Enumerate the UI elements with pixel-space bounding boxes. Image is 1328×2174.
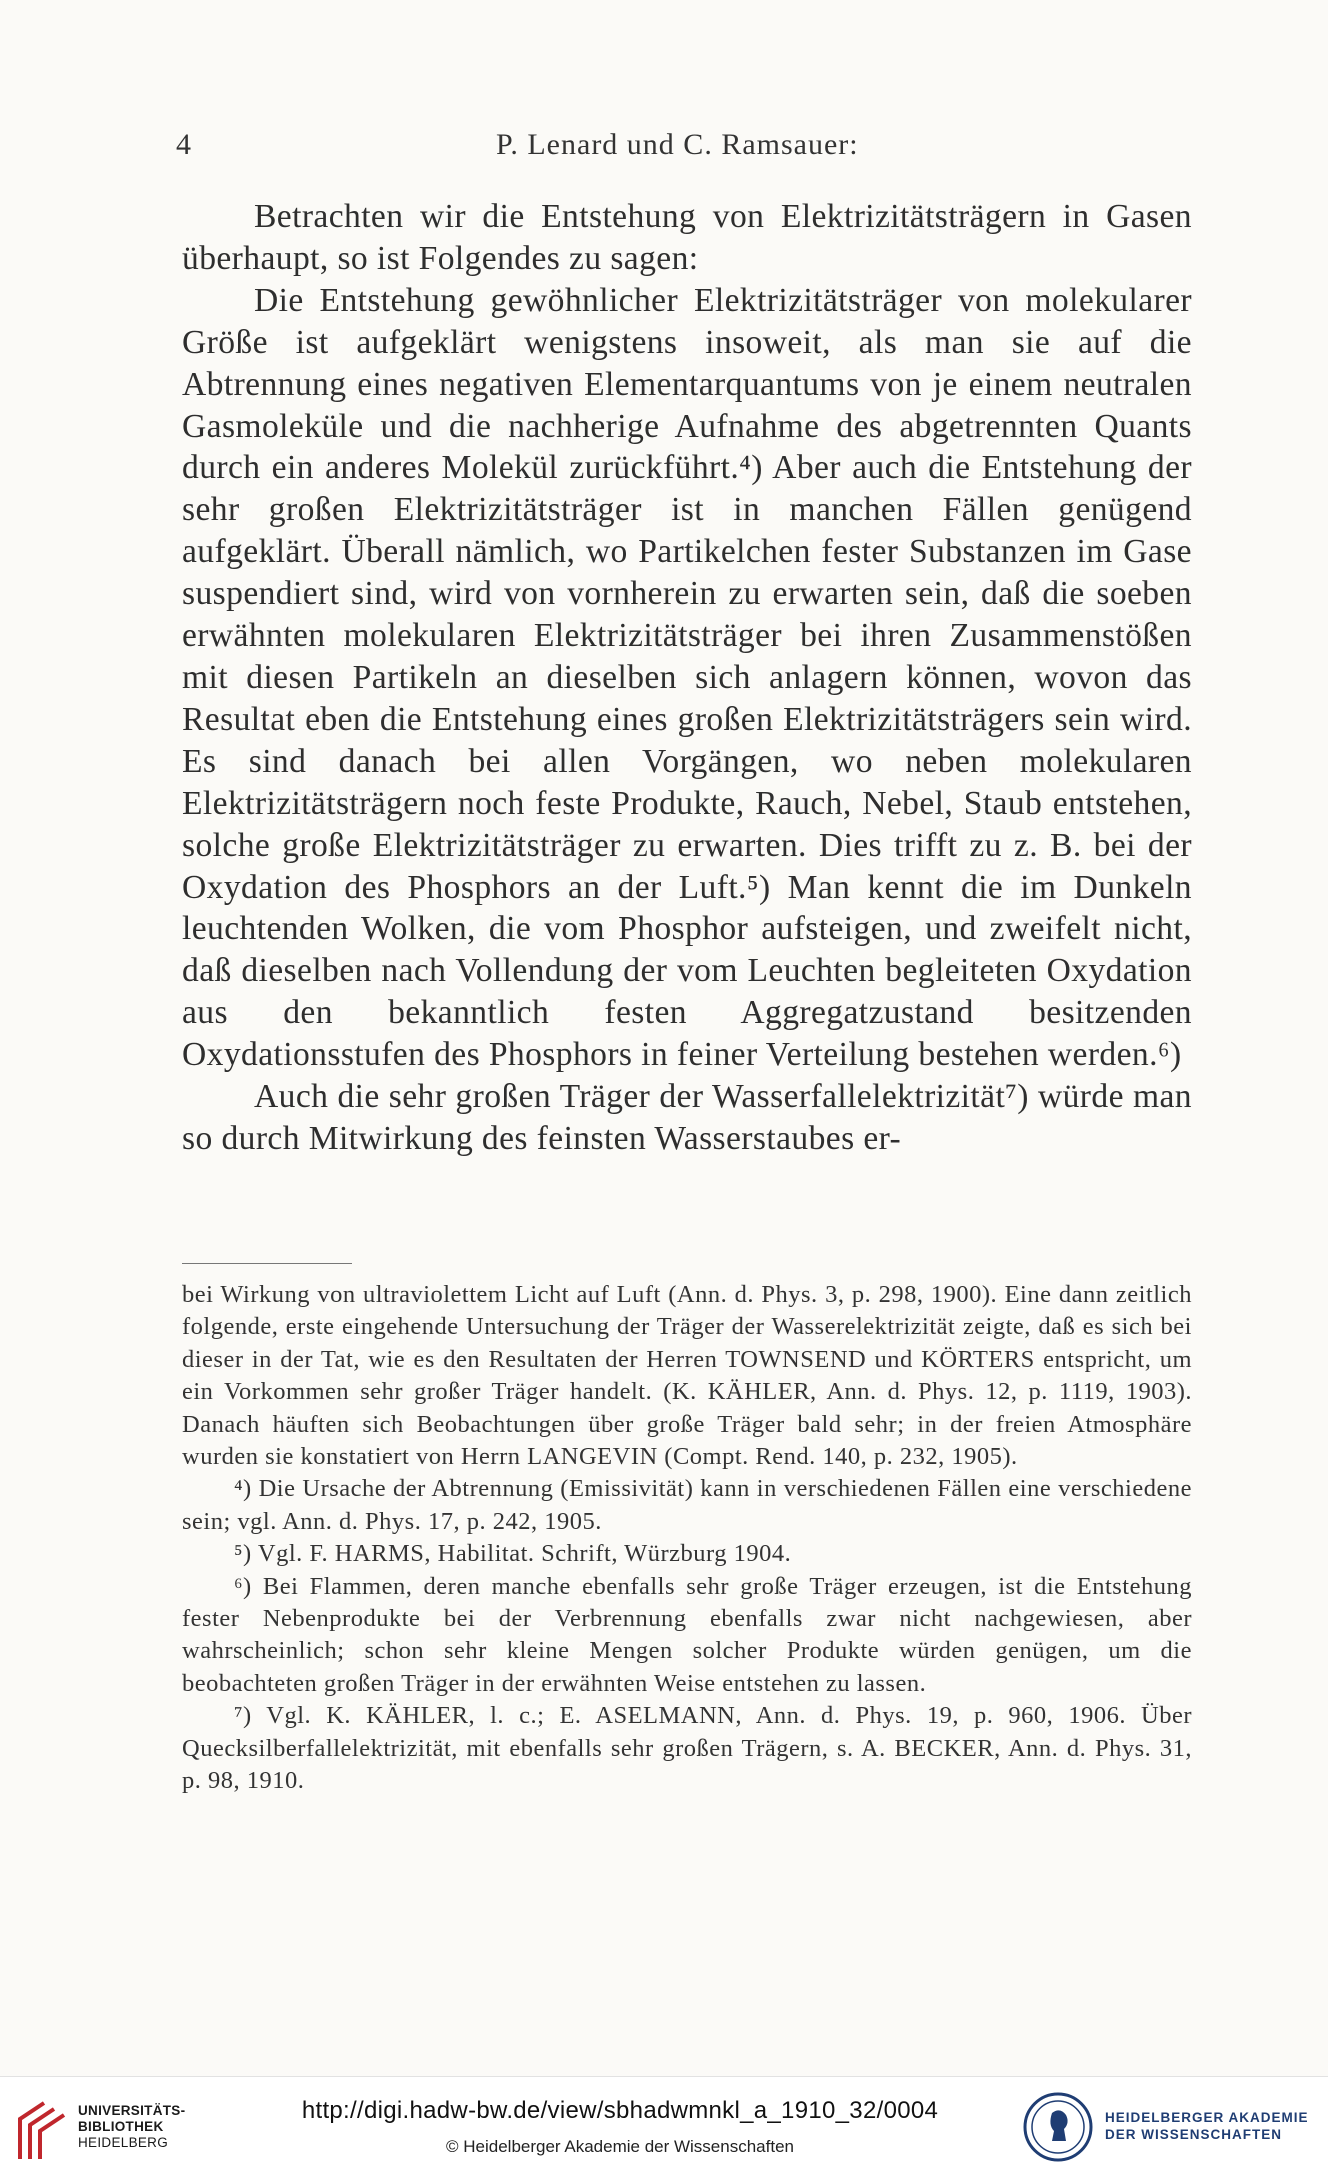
footnote-7: ⁷) Vgl. K. KÄHLER, l. c.; E. ASELMANN, Ann. d. Phys. 19, p. 960, 1906. Über Quecksilberfallelektrizität, mit ebenfalls sehr großen Trägern, s. A. BECKER, Ann. d. Phys. 31, p. 98, 1910. <box>182 1702 1192 1795</box>
paragraph-1: Betrachten wir die Entstehung von Elektrizitätsträgern in Gasen überhaupt, so ist Folgendes zu sagen: <box>182 198 1192 277</box>
main-text <box>182 196 1192 1160</box>
footnote-6: ⁶) Bei Flammen, deren manche ebenfalls sehr große Träger erzeugen, ist die Entstehung fester Nebenprodukte bei der Verbrennung ebenfalls zwar nicht nachgewiesen, aber wahrscheinlich; schon sehr kleine Mengen solcher Produkte würden genügen, um die beobachteten großen Träger in der erwähnten Weise entstehen zu lassen. <box>182 1572 1192 1697</box>
academy-name <box>1105 2109 1309 2143</box>
library-name <box>78 2103 185 2151</box>
academy-name-line2: DER WISSENSCHAFTEN <box>1105 2127 1283 2142</box>
library-name-line3: HEIDELBERG <box>78 2135 169 2150</box>
paragraph-2: Die Entstehung gewöhnlicher Elektrizitätsträger von molekularer Größe ist aufgeklärt wenigstens insoweit, als man sie auf die Abtrennung eines negativen Elementarquantums von je einem neutralen Gasmoleküle und die nachherige Aufnahme des abgetrennten Quants durch ein anderes Molekül zurückführt.⁴) Aber auch die Entstehung der sehr großen Elektrizitätsträger ist in manchen Fällen genügend aufgeklärt. Überall nämlich, wo Partikelchen fester Substanzen im Gase suspendiert sind, wird von vornherein zu erwarten sein, daß die soeben erwähnten molekularen Elektrizitätsträger bei ihren Zusammenstößen mit diesen Partikeln an dieselben sich anlagern können, wovon das Resultat eben die Entstehung eines großen Elektrizitätsträgers sein wird. Es sind danach bei allen Vorgängen, wo neben molekularen Elektrizitätsträgern noch feste Produkte, Rauch, Nebel, Staub entstehen, solche große Elektrizitätsträger zu erwarten. Dies trifft zu z. B. bei der Oxydation des Phosphors an der Luft.⁵) Man kennt die im Dunkeln leuchtenden Wolken, die vom Phosphor aufsteigen, und zweifelt nicht, daß dieselben nach Vollendung der vom Leuchten begleiteten Oxydation aus den bekanntlich festen Aggregatzustand besitzenden Oxydationsstufen des Phosphors in feiner Verteilung bestehen werden.⁶) <box>182 281 1192 1074</box>
footnote-rule <box>182 1263 352 1264</box>
footer-bar <box>0 2076 1328 2174</box>
library-name-line2: BIBLIOTHEK <box>78 2119 164 2134</box>
copyright-notice: © Heidelberger Akademie der Wissenschaften <box>446 2137 794 2156</box>
running-head: P. Lenard und C. Ramsauer: <box>496 128 859 161</box>
paragraph-3: Auch die sehr großen Träger der Wasserfallelektrizität⁷) würde man so durch Mitwirkung des feinsten Wasserstaubes er- <box>182 1078 1192 1157</box>
footnote-4: ⁴) Die Ursache der Abtrennung (Emissivität) kann in verschiedenen Fällen eine verschiedene sein; vgl. Ann. d. Phys. 17, p. 242, 1905. <box>182 1475 1192 1535</box>
ub-heidelberg-logo-icon <box>14 2099 70 2165</box>
footnote-5: ⁵) Vgl. F. HARMS, Habilitat. Schrift, Würzburg 1904. <box>234 1540 792 1568</box>
footnote-continued: bei Wirkung von ultraviolettem Licht auf Luft (Ann. d. Phys. 3, p. 298, 1900). Eine dann zeitlich folgende, erste eingehende Untersuchung der Träger der Wasserelektrizität zeigte, daß es sich bei dieser in der Tat, wie es den Resultaten der Herren TOWNSEND und KÖRTERS entspricht, um ein Vorkommen sehr großer Träger handelt. (K. KÄHLER, Ann. d. Phys. 12, p. 1119, 1903). Danach häuften sich Beobachtungen über große Träger bald sehr; in der freien Atmosphäre wurden sie konstatiert von Herrn LANGEVIN (Compt. Rend. 140, p. 232, 1905). <box>182 1281 1192 1471</box>
page-header <box>176 128 1196 168</box>
library-name-line1: UNIVERSITÄTS- <box>78 2103 186 2118</box>
footnotes <box>182 1279 1192 1798</box>
page-number: 4 <box>176 128 192 161</box>
academy-seal-icon <box>1022 2091 1094 2163</box>
source-url-link[interactable]: http://digi.hadw-bw.de/view/sbhadwmnkl_a_1910_32/0004 <box>301 2097 939 2124</box>
academy-name-line1: HEIDELBERGER AKADEMIE <box>1105 2110 1309 2125</box>
